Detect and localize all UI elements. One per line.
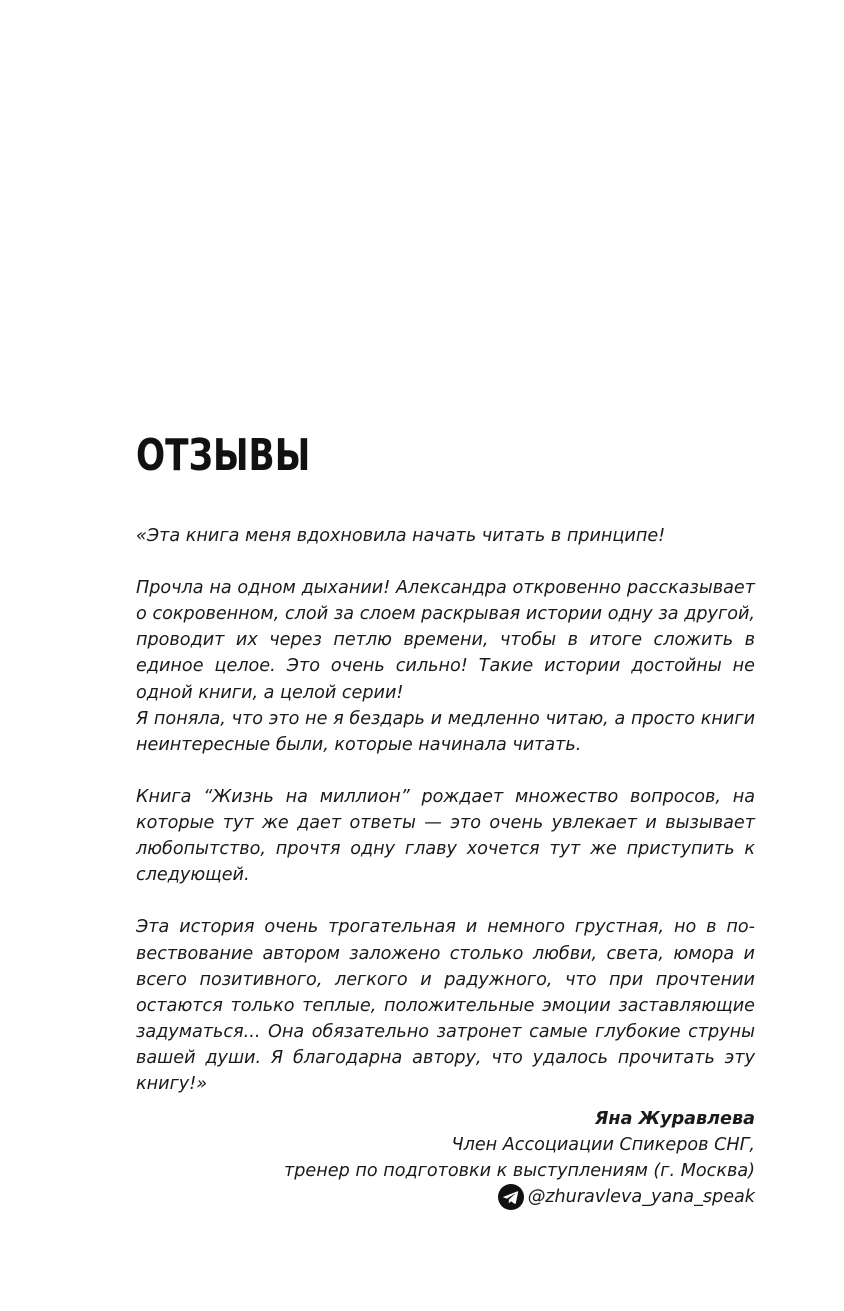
page-heading: ОТЗЫВЫ	[136, 430, 311, 481]
reviewer-role: тренер по подготовки к выступлениям (г. Москва)	[284, 1161, 755, 1182]
reviewer-signature	[136, 1106, 755, 1218]
review-text	[136, 523, 755, 1097]
telegram-handle: @zhuravleva_yana_speak	[527, 1187, 755, 1208]
telegram-contact	[498, 1184, 755, 1210]
review-paragraph: Прочла на одном дыхании! Александра откровенно рассказывает о сокровенном, слой за слоем раскрывая истории одну за другой, проводит их через петлю времени, чтобы в итоге сложить в единое целое. Это очень сильно! Такие истории достойны не одной книги, а целой серии!	[136, 578, 755, 703]
review-paragraph: «Эта книга меня вдохновила начать читать в принципе!	[136, 526, 666, 546]
telegram-icon	[498, 1184, 524, 1210]
review-paragraph: Книга “Жизнь на миллион” рождает множество вопросов, на которые тут же дает ответы — это очень увлекает и вызывает любопытство, прочтя одну главу хочется тут же приступить к следующей.	[136, 786, 755, 886]
reviewer-name: Яна Журавлева	[594, 1109, 755, 1129]
reviewer-title: Член Ассоциации Спикеров СНГ,	[451, 1135, 755, 1156]
review-paragraph: Эта история очень трогательная и немного грустная, но в повествование автором заложено столько любви, света, юмора и всего позитивного, легкого и радужного, что при прочтении остаются только теплые, положительные эмоции заставляющие задуматься... Она обязательно затронет самые глубокие струны вашей души. Я благодарна автору, что удалось прочитать эту книгу!»	[136, 917, 755, 1094]
review-paragraph: Я поняла, что это не я бездарь и медленно читаю, а просто книги неинтересные были, которые начинала читать.	[136, 708, 755, 755]
